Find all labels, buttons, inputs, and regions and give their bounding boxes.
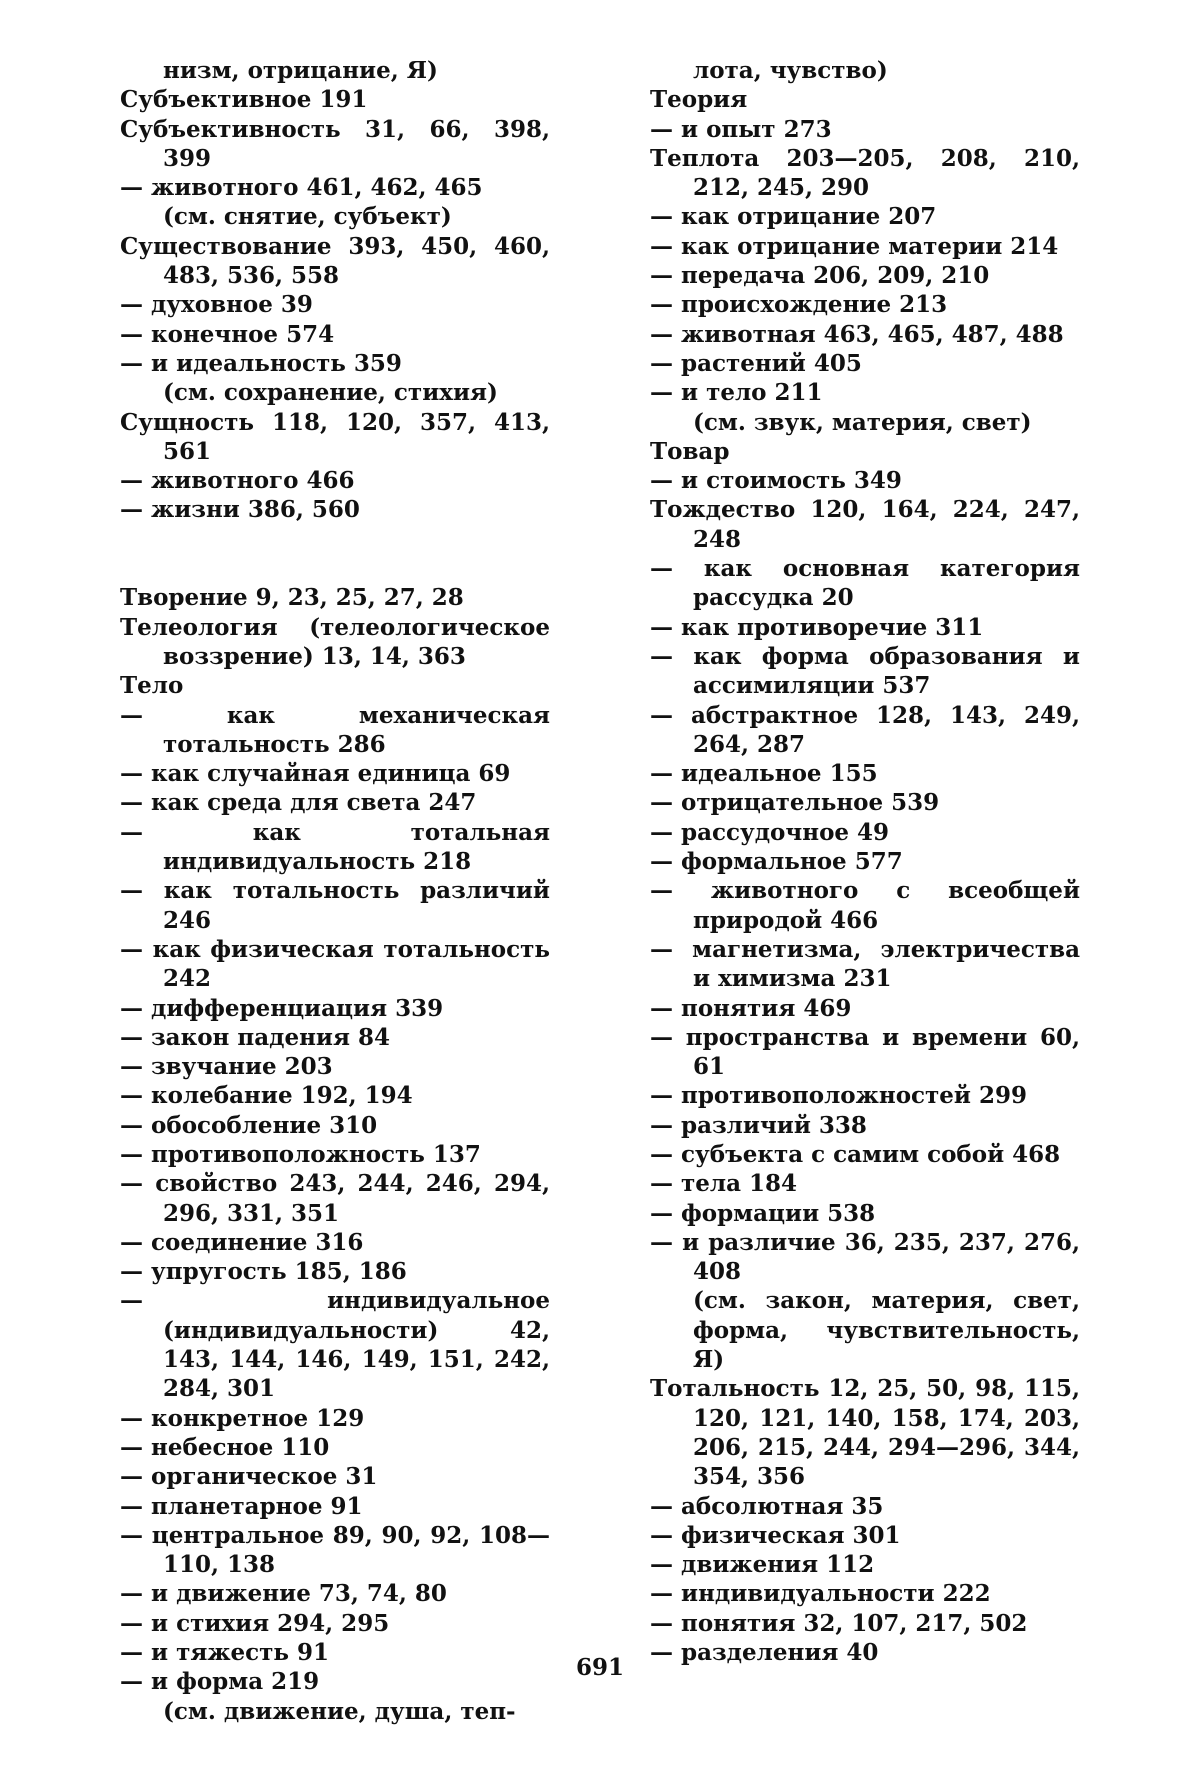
index-entry: — противоположность 137 [120,1140,481,1168]
index-entry: — субъекта с самим собой 468 [650,1140,1061,1168]
index-entry: — как тотальность различий 246 [120,877,550,934]
index-entry: — свойство 243, 244, 246, 294, 296, 331, 351 [120,1170,550,1227]
index-entry: — противоположностей 299 [650,1082,1027,1110]
index-entry: Субъективность 31, 66, 398, 399 [120,115,550,172]
index-entry: — обособление 310 [120,1111,378,1139]
index-entry: Телеология (телеологическое воззрение) 13, 14, 363 [120,613,550,670]
index-entry: Теплота 203—205, 208, 210, 212, 245, 290 [650,144,1080,202]
index-entry: — магнетизма, электричества и химизма 231 [650,935,1080,993]
index-entry: — дифференциация 339 [120,994,444,1022]
index-entry: — понятия 32, 107, 217, 502 [650,1609,1028,1637]
index-entry: — животного 461, 462, 465 [120,174,483,202]
index-entry: — пространства и времени 60, 61 [650,1023,1080,1081]
index-entry: — как отрицание материи 214 [650,232,1059,260]
index-entry: — конкретное 129 [120,1404,365,1432]
index-entry: — планетарное 91 [120,1492,363,1520]
index-entry: — абсолютная 35 [650,1492,884,1520]
index-entry: — как случайная единица 69 [120,760,511,788]
index-entry: — происхождение 213 [650,291,948,319]
index-entry: — и тело 211 [650,379,823,407]
index-entry: — и тяжесть 91 [120,1639,330,1667]
index-entry: Тело [120,672,184,700]
index-entry: Тотальность 12, 25, 50, 98, 115, 120, 121, 140, 158, 174, 203, 206, 215, 244, 294—296, 344, 354, 356 [650,1375,1080,1491]
index-entry: — формации 538 [650,1199,876,1227]
index-entry: — закон падения 84 [120,1023,390,1051]
index-entry: Существование 393, 450, 460, 483, 536, 558 [120,232,550,290]
index-entry-continuation: лота, чувство) [693,57,888,84]
index-entry: — растений 405 [650,349,862,377]
index-entry: — животного с всеобщей природой 466 [650,877,1080,934]
index-entry: — и стихия 294, 295 [120,1609,390,1637]
index-entry: — как тотальная индивидуальность 218 [120,818,550,876]
index-entry: — формальное 577 [650,848,903,876]
index-entry: — духовное 39 [120,291,313,319]
index-entry-continuation: (см. снятие, субъект) [163,203,452,231]
index-entry: — как физическая тотальность 242 [120,935,550,993]
index-entry: — как среда для света 247 [120,789,477,817]
index-entry-continuation: низм, отрицание, Я) [163,57,438,84]
index-entry: Теория [650,86,748,114]
index-column-left [120,56,550,1726]
index-entry: Тождество 120, 164, 224, 247, 248 [650,496,1080,553]
index-entry: — центральное 89, 90, 92, 108—110, 138 [120,1521,550,1579]
index-entry: Субъективное 191 [120,86,368,114]
index-entry: — движения 112 [650,1551,875,1579]
index-entry: — и форма 219 [120,1668,320,1696]
index-entry: — как отрицание 207 [650,203,937,231]
index-entry: — органическое 31 [120,1463,378,1491]
index-entry: — понятия 469 [650,994,852,1022]
index-entry: — индивидуальное (индивидуальности) 42, 143, 144, 146, 149, 151, 242, 284, 301 [120,1287,550,1403]
index-entry: — и опыт 273 [650,115,832,143]
index-entry: — конечное 574 [120,320,335,348]
index-entry: Товар [650,437,730,465]
index-entry-continuation: (см. звук, материя, свет) [693,408,1032,436]
index-entry: — колебание 192, 194 [120,1082,413,1110]
section-gap [120,525,550,584]
index-entry: — физическая 301 [650,1521,901,1549]
index-entry: — небесное 110 [120,1433,330,1461]
index-entry-continuation: (см. движение, душа, теп- [163,1697,516,1725]
index-entry: — различий 338 [650,1111,867,1139]
index-entry: — как основная категория рассудка 20 [650,555,1080,612]
index-entry: — соединение 316 [120,1228,364,1256]
index-entry: — передача 206, 209, 210 [650,262,990,290]
index-entry: — как форма образования и ассимиляции 537 [650,642,1080,700]
index-entry: Творение 9, 23, 25, 27, 28 [120,584,464,612]
index-entry: — как механическая тотальность 286 [120,701,550,758]
index-entry-continuation: (см. закон, материя, свет, форма, чувствительность, Я) [693,1287,1080,1374]
index-entry: — отрицательное 539 [650,789,940,817]
index-entry: — индивидуальности 222 [650,1580,991,1608]
index-entry: — животная 463, 465, 487, 488 [650,320,1064,348]
index-column-right [650,56,1080,1667]
index-entry: — и движение 73, 74, 80 [120,1580,447,1608]
index-entry: — упругость 185, 186 [120,1258,407,1286]
index-entry: — жизни 386, 560 [120,496,360,524]
index-entry: — и идеальность 359 [120,349,402,377]
index-entry: — тела 184 [650,1170,798,1198]
index-entry: — животного 466 [120,467,355,495]
index-entry: — и стоимость 349 [650,467,902,495]
index-entry: — рассудочное 49 [650,818,890,846]
index-entry: — как противоречие 311 [650,613,984,641]
page-number: 691 [575,1654,624,1681]
index-entry: Сущность 118, 120, 357, 413, 561 [120,408,550,465]
index-entry: — разделения 40 [650,1639,879,1667]
index-entry: — абстрактное 128, 143, 249, 264, 287 [650,701,1080,758]
index-entry: — звучание 203 [120,1053,333,1081]
index-entry-continuation: (см. сохранение, стихия) [163,379,498,407]
index-entry: — и различие 36, 235, 237, 276, 408 [650,1228,1080,1286]
index-entry: — идеальное 155 [650,760,878,788]
